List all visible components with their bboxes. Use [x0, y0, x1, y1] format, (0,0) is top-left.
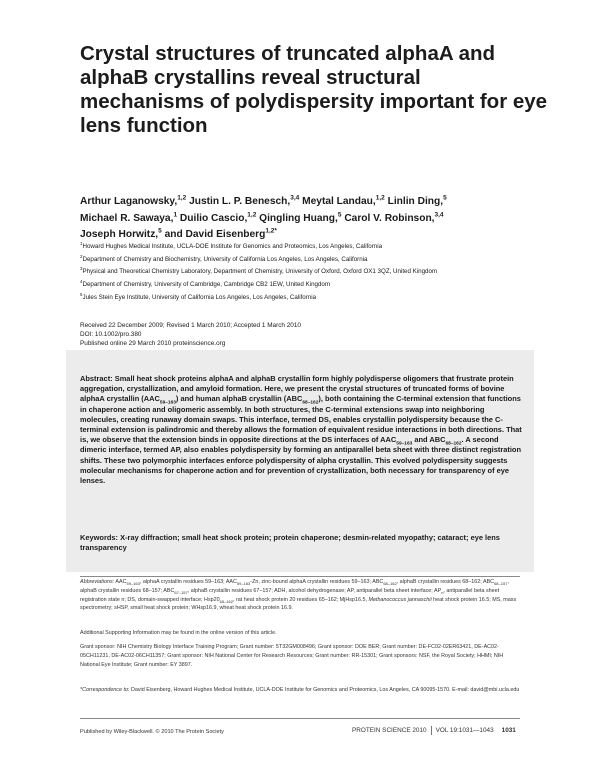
abbreviations-footnote: Abbreviations: $AAC_{59-163}$, alphaA crystallin residues 59–163; $AAC_{59-163}-Zn$, zinc-bound alphaA crystallin residues 59–163; $ABC_{68-162}$, alphaB crystallin residues 68–162; $ABC_{68-157}$, alphaB crystallin residues 68–157; $ABC_{67-157}$, alphaB crystallin residues 67–157; ADH, alcohol dehydrogenase; AP, antiparallel beta sheet interface; $AP_n$, antiparallel beta sheet registration state n; DS, domain-swapped interface; $Hsp20_{65-162}$, rat heat shock protein 20 residues 65–162; MjHsp16.5, Methanococcus jannaschii heat shock protein 16.5; MS, mass spectrometry; sHSP, small heat shock protein; WHsp16.9, wheat heat shock protein 16.9.: [80, 579, 517, 612]
article-title: Crystal structures of truncated alphaA and alphaB crystallins reveal structural mechanisms of polydispersity important for eye lens function: [80, 42, 548, 137]
article-history: [80, 322, 520, 348]
doi: DOI: 10.1002/pro.380: [80, 330, 142, 338]
grant-footnote: Grant sponsor: NIH Chemistry Biology Interface Training Program; Grant number: 5T32GM008496; Grant sponsor: DOE BER; Grant number: DE-FC02-02ER63421, DE-AC02-05CH11231, DE-AC02-06CH11357; Grant sponsor: NIH National Center for Research Resources; Grant number: RR-15301; Grant sponsors: NSF, the Royal Society; HHMI; NIH National Eye Institute; Grant number: EY 3897.: [80, 644, 504, 668]
received-dates: Received 22 December 2009; Revised 1 March 2010; Accepted 1 March 2010: [80, 322, 301, 329]
author: Michael R. Sawaya,$^1$: [80, 211, 178, 224]
supporting-info-note: Additional Supporting Information may be found in the online version of this article.: [80, 630, 277, 636]
affiliation: $^2$Department of Chemistry and Biochemistry, University of California Los Angeles, Los Angeles, California: [80, 253, 368, 263]
correspondence-footnote: *Correspondence to: David Eisenberg, Howard Hughes Medical Institute, UCLA-DOE Institute for Genomics and Proteomics, Los Angeles, CA 90095-1570. E-mail: david@mbi.ucla.edu: [80, 687, 520, 693]
author: and David Eisenberg$^{1,2*}$: [164, 227, 277, 241]
author: Qingling Huang,$^5$: [259, 211, 342, 224]
publisher-line: Published by Wiley-Blackwell. © 2010 The Protein Society: [80, 729, 224, 735]
footnote-divider: [80, 576, 520, 577]
keywords-label: Keywords:: [80, 533, 119, 542]
author-list: [80, 192, 520, 241]
footer-divider: [80, 718, 520, 719]
author: Meytal Landau,$^{1,2}$: [302, 195, 385, 208]
published-online: Published online 29 March 2010 proteinscience.org: [80, 339, 226, 347]
affiliation: $^5$Jules Stein Eye Institute, University of California Los Angeles, Los Angeles, California: [80, 291, 317, 301]
author: Linlin Ding,$^5$: [387, 195, 447, 208]
affiliation: $^3$Physical and Theoretical Chemistry Laboratory, Department of Chemistry, University of Oxford, Oxford OX1 3QZ, United Kingdom: [80, 266, 438, 276]
author: Duilio Cascio,$^{1,2}$: [179, 211, 257, 224]
author: Arthur Laganowsky,$^{1,2}$: [80, 195, 187, 208]
abstract-label: Abstract:: [80, 374, 113, 383]
author: Joseph Horwitz,$^5$: [80, 227, 162, 241]
affiliation-list: [80, 239, 520, 302]
journal-name: PROTEIN SCIENCE 2010: [352, 727, 427, 735]
journal-volume: VOL 19:1031—1043: [435, 727, 494, 735]
abstract: Abstract: Small heat shock proteins alphaA and alphaB crystallin form highly polydisperse oligomers that frustrate protein aggregation, crystallization, and amyloid formation. Here, we present the crystal structures of truncated forms of bovine alphaA crystallin $(AAC_{59-163})$ and human alphaB crystallin $(ABC_{68-162})$, both containing the C-terminal extension that functions in chaperone action and oligomeric assembly. In both structures, the C-terminal extensions swap into neighboring molecules, creating runaway domain swaps. This interface, termed DS, enables crystallin polydispersity because the C-terminal extension is palindromic and thereby allows the formation of equivalent residue interactions in both directions. That is, we observe that the extension binds in opposite directions at the DS interfaces of $AAC_{59-163}$ and $ABC_{68-162}$. A second dimeric interface, termed AP, also enables polydispersity by forming an antiparallel beta sheet with three distinct registration shifts. These two polymorphic interfaces enforce polydispersity of alpha crystallin. This evolved polydispersity suggests molecular mechanisms for chaperone action and for prevention of crystallization, both necessary for transparency of eye lenses.: [80, 374, 522, 486]
affiliation: $^4$Department of Chemistry, University of Cambridge, Cambridge CB2 1EW, United Kingdom: [80, 278, 330, 289]
page-number: 1031: [501, 727, 516, 735]
journal-footer: [352, 726, 516, 735]
keywords: Keywords: X-ray diffraction; small heat shock protein; protein chaperone; desmin-related myopathy; cataract; eye lens transparency: [80, 533, 500, 553]
affiliation: $^1$Howard Hughes Medical Institute, UCLA-DOE Institute for Genomics and Proteomics, Los Angeles, California: [80, 241, 383, 251]
author: Carol V. Robinson,$^{3,4}$: [344, 211, 444, 224]
author: Justin L. P. Benesch,$^{3,4}$: [189, 195, 300, 208]
